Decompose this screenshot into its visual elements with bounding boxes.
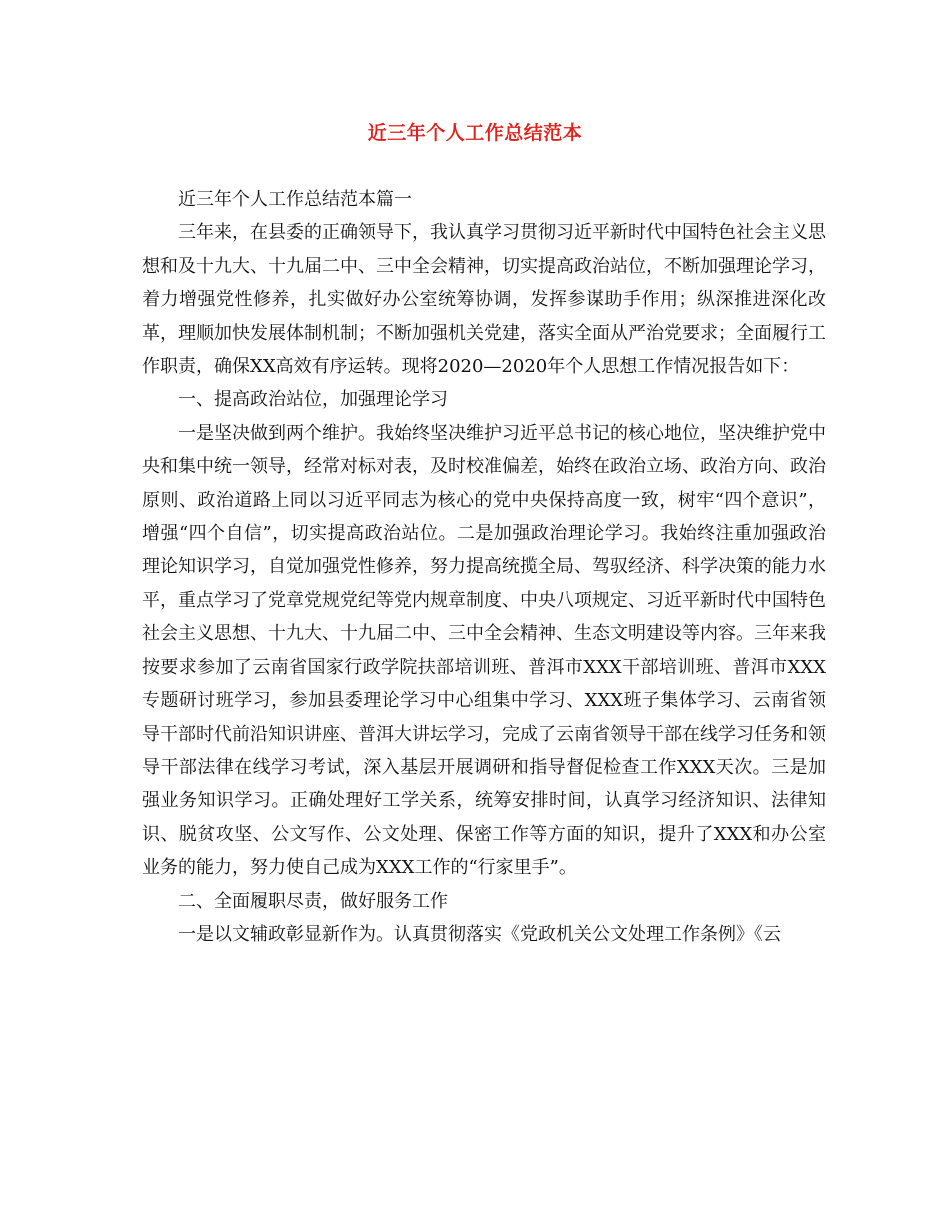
document-body [142, 183, 826, 951]
paragraph-body-2: 一是以文辅政彰显新作为。认真贯彻落实《党政机关公文处理工作条例》《云 [178, 923, 781, 945]
paragraph-heading-1: 一、提高政治站位，加强理论学习 [178, 389, 448, 411]
document-title: 近三年个人工作总结范本 [367, 122, 583, 144]
paragraph-heading-2: 二、全面履职尽责，做好服务工作 [178, 890, 448, 912]
paragraph-intro: 三年来，在县委的正确领导下，我认真学习贯彻习近平新时代中国特色社会主义思想和及十九大、十九届二中、三中全会精神，切实提高政治站位，不断加强理论学习，着力增强党性修养，扎实做好办公室统筹协调，发挥参谋助手作用；纵深推进深化改革，理顺加快发展体制机制；不断加强机关党建，落实全面从严治党要求；全面履行工作职责，确保XX高效有序运转。现将2020—2020年个人思想工作情况报告如下： [142, 222, 826, 378]
paragraph-body-1: 一是坚决做到两个维护。我始终坚决维护习近平总书记的核心地位，坚决维护党中央和集中统一领导，经常对标对表，及时校准偏差，始终在政治立场、政治方向、政治原则、政治道路上同以习近平同志为核心的党中央保持高度一致，树牢“四个意识”，增强“四个自信”，切实提高政治站位。二是加强政治理论学习。我始终注重加强政治理论知识学习，自觉加强党性修养，努力提高统揽全局、驾驭经济、科学决策的能力水平，重点学习了党章党规党纪等党内规章制度、中央八项规定、习近平新时代中国特色社会主义思想、十九大、十九届二中、三中全会精神、生态文明建设等内容。三年来我按要求参加了云南省国家行政学院扶部培训班、普洱市XXX干部培训班、普洱市XXX专题研讨班学习，参加县委理论学习中心组集中学习、XXX班子集体学习、云南省领导干部时代前沿知识讲座、普洱大讲坛学习，完成了云南省领导干部在线学习任务和领导干部法律在线学习考试，深入基层开展调研和指导督促检查工作XXX天次。三是加强业务知识学习。正确处理好工学关系，统筹安排时间，认真学习经济知识、法律知识、脱贫攻坚、公文写作、公文处理、保密工作等方面的知识，提升了XXX和办公室业务的能力，努力使自己成为XXX工作的“行家里手”。 [142, 422, 826, 879]
paragraph-section-heading: 近三年个人工作总结范本篇一 [178, 189, 412, 210]
